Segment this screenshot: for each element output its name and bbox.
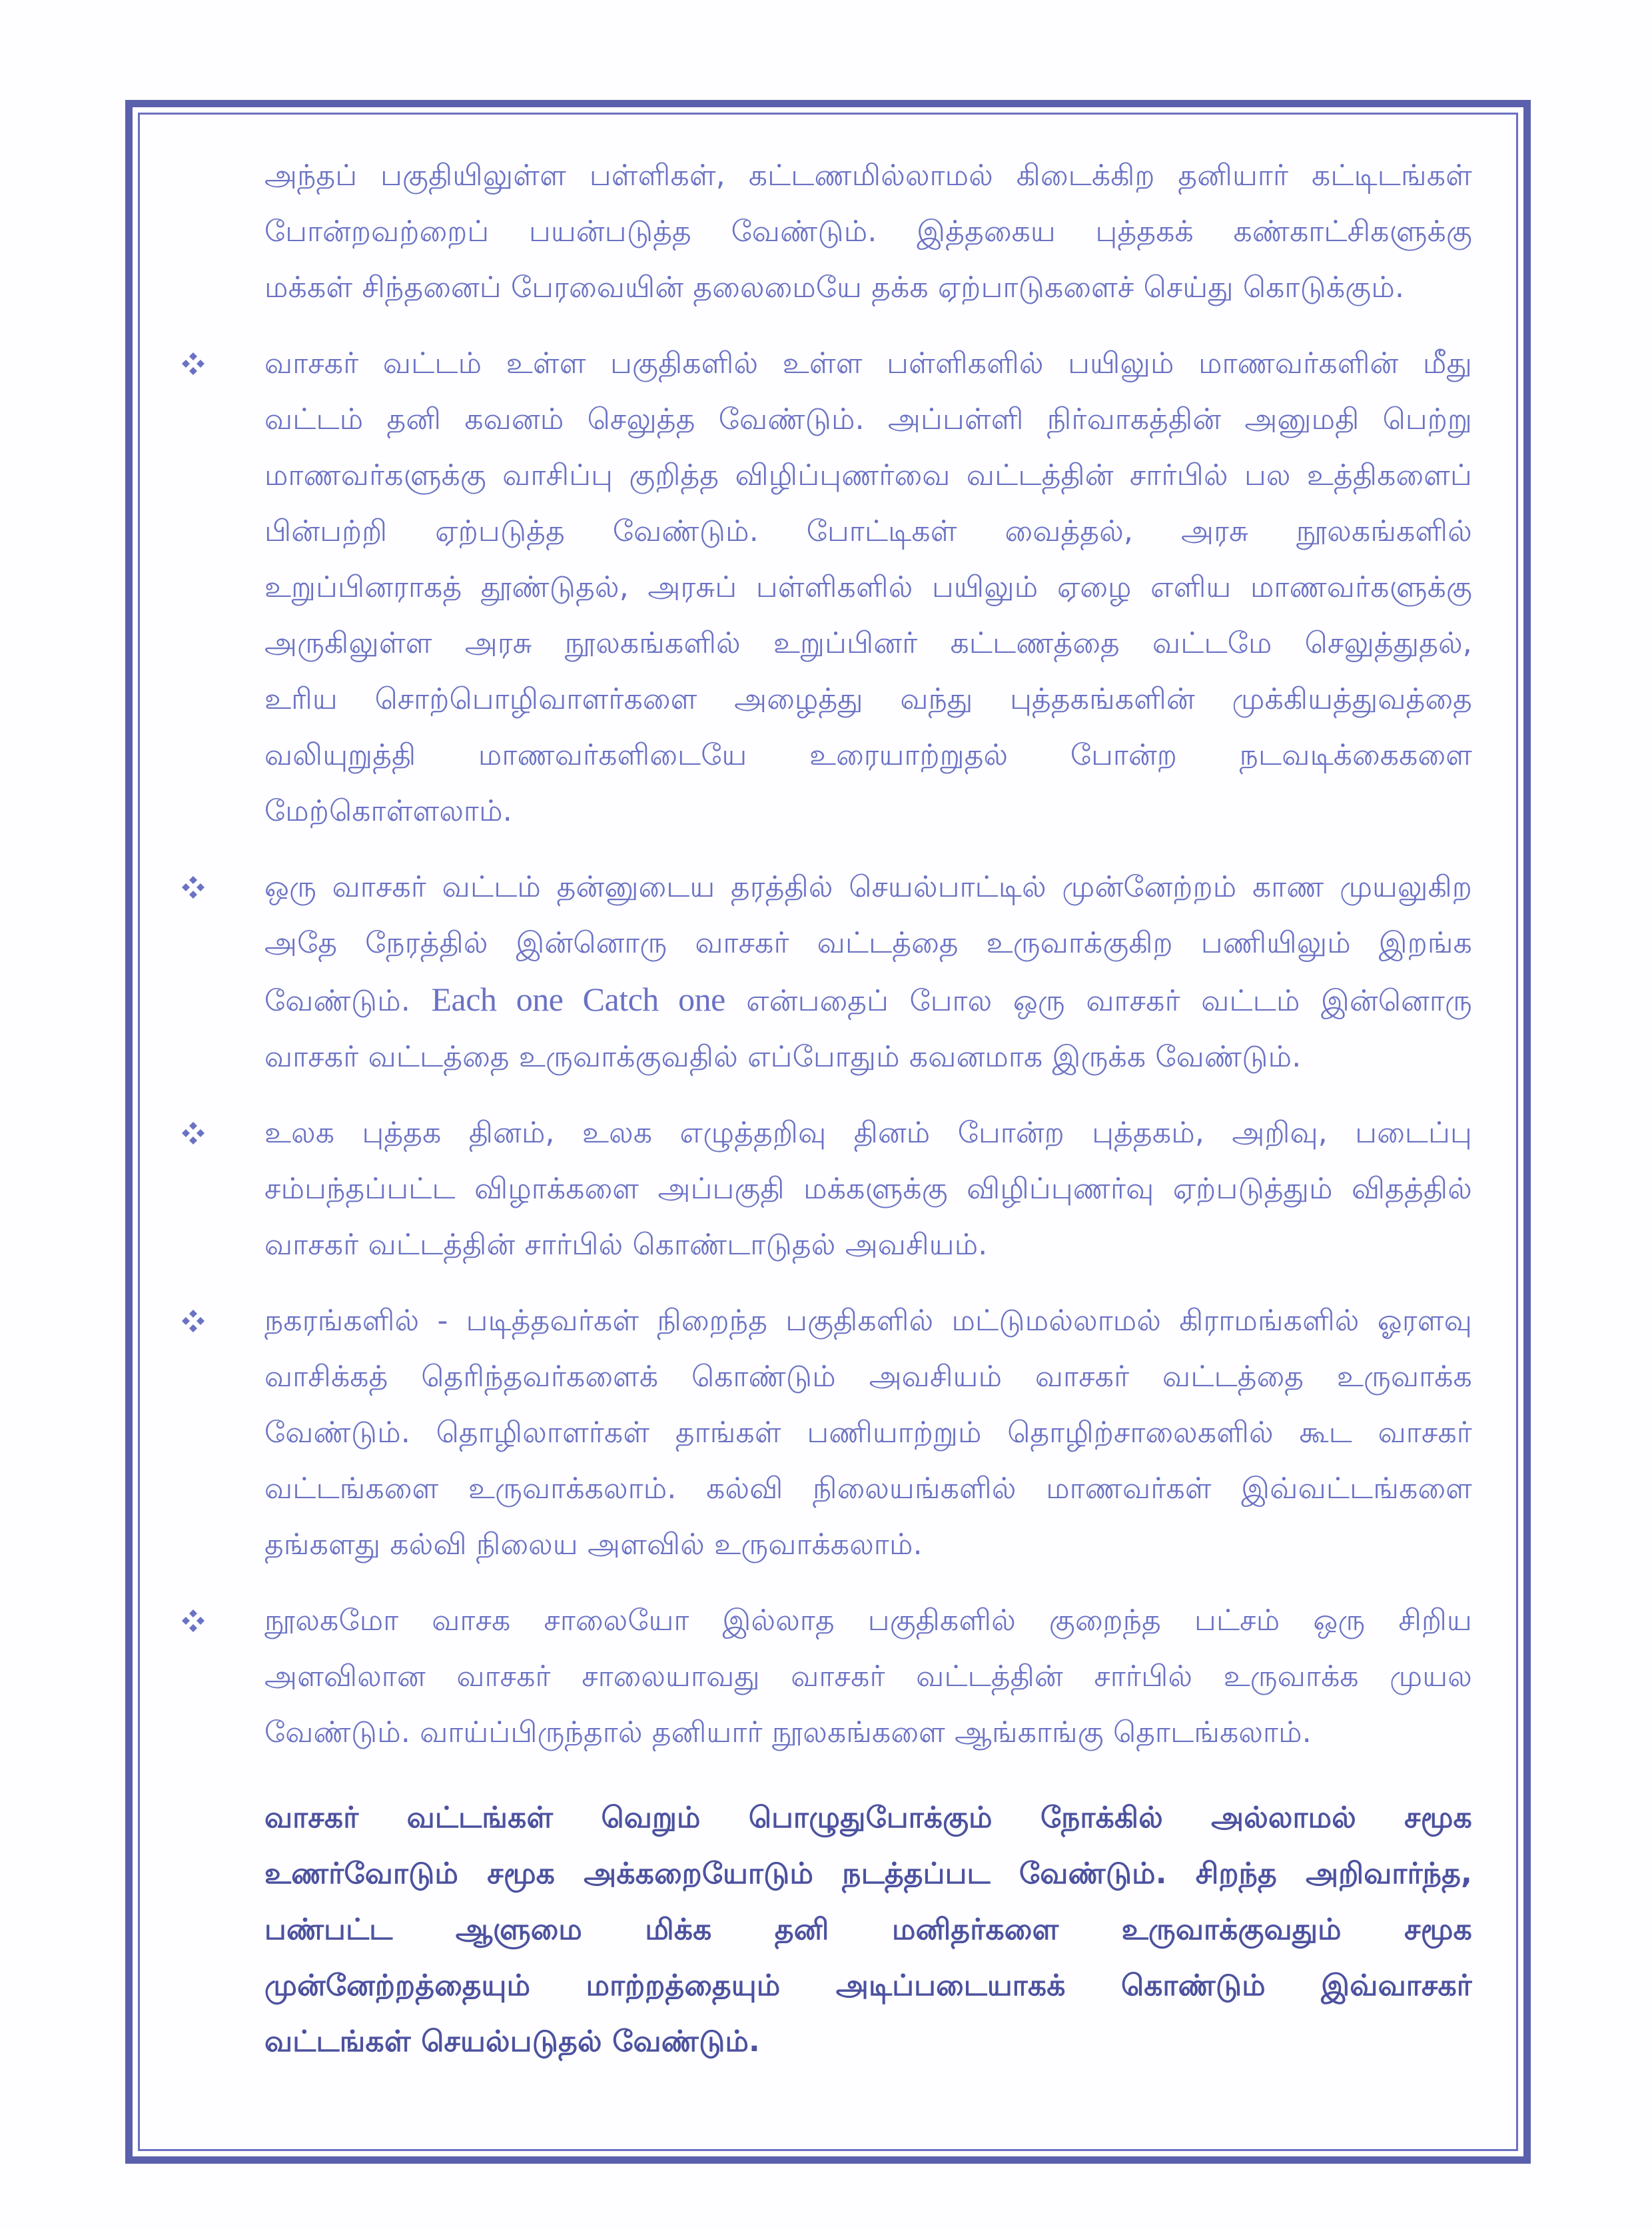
text-line: வட்டங்கள் செயல்படுதல் வேண்டும். bbox=[264, 2024, 760, 2058]
english-phrase: Each one Catch one bbox=[431, 981, 725, 1018]
text-line: மேற்கொள்ளலாம். bbox=[264, 794, 512, 828]
text-line: வேண்டும். தொழிலாளர்கள் தாங்கள் பணியாற்றும் தொழிற்சாலைகளில் கூட வாசகர் bbox=[264, 1416, 1472, 1450]
text-line: போன்றவற்றைப் பயன்படுத்த வேண்டும். இத்தகைய புத்தகக் கண்காட்சிகளுக்கு bbox=[264, 215, 1472, 248]
four-diamond-bullet-icon bbox=[180, 859, 206, 915]
text-line: தங்களது கல்வி நிலைய அளவில் உருவாக்கலாம். bbox=[264, 1528, 923, 1561]
text-line: பண்பட்ட ஆளுமை மிக்க தனி மனிதர்களை உருவாக்குவதும் சமூக bbox=[264, 1913, 1472, 1947]
text-line: வேண்டும். வாய்ப்பிருந்தால் தனியார் நூலகங்களை ஆங்காங்கு தொடங்கலாம். bbox=[264, 1715, 1312, 1749]
four-diamond-bullet-icon bbox=[180, 1593, 206, 1649]
text-line: அந்தப் பகுதியிலுள்ள பள்ளிகள், கட்டணமில்லாமல் கிடைக்கிற தனியார் கட்டிடங்கள் bbox=[264, 159, 1472, 193]
document-body bbox=[180, 148, 1472, 2090]
text-line: உலக புத்தக தினம், உலக எழுத்தறிவு தினம் போன்ற புத்தகம், அறிவு, படைப்பு bbox=[264, 1116, 1472, 1150]
text-line: ஒரு வாசகர் வட்டம் தன்னுடைய தரத்தில் செயல்பாட்டில் முன்னேற்றம் காண முயலுகிற bbox=[264, 870, 1472, 904]
text-line: பின்பற்றி ஏற்படுத்த வேண்டும். போட்டிகள் வைத்தல், அரசு நூலகங்களில் bbox=[264, 514, 1472, 548]
text-line: வாசகர் வட்டங்கள் வெறும் பொழுதுபோக்கும் நோக்கில் அல்லாமல் சமூக bbox=[264, 1801, 1472, 1835]
text-line: உறுப்பினராகத் தூண்டுதல், அரசுப் பள்ளிகளில் பயிலும் ஏழை எளிய மாணவர்களுக்கு bbox=[264, 570, 1472, 604]
text-line: அருகிலுள்ள அரசு நூலகங்களில் உறுப்பினர் கட்டணத்தை வட்டமே செலுத்துதல், bbox=[264, 626, 1472, 660]
text-line: உணர்வோடும் சமூக அக்கறையோடும் நடத்தப்பட வேண்டும். சிறந்த அறிவார்ந்த, bbox=[264, 1857, 1472, 1891]
four-diamond-bullet-icon bbox=[180, 1293, 206, 1349]
text-line: நகரங்களில் - படித்தவர்கள் நிறைந்த பகுதிகளில் மட்டுமல்லாமல் கிராமங்களில் ஓரளவு bbox=[264, 1304, 1472, 1338]
text-line: வாசகர் வட்டத்தின் சார்பில் கொண்டாடுதல் அவசியம். bbox=[264, 1228, 988, 1262]
text-line: வட்டம் தனி கவனம் செலுத்த வேண்டும். அப்பள்ளி நிர்வாகத்தின் அனுமதி பெற்று bbox=[264, 402, 1472, 436]
text-line: வட்டங்களை உருவாக்கலாம். கல்வி நிலையங்களில் மாணவர்கள் இவ்வட்டங்களை bbox=[264, 1472, 1472, 1506]
text-line: மக்கள் சிந்தனைப் பேரவையின் தலைமையே தக்க ஏற்பாடுகளைச் செய்து கொடுக்கும். bbox=[264, 270, 1405, 304]
text-segment: என்பதைப் போல ஒரு வாசகர் வட்டம் இன்னொரு bbox=[725, 984, 1472, 1018]
text-line bbox=[264, 971, 1472, 1029]
bullet-paragraph bbox=[180, 1293, 1472, 1573]
text-line: வாசகர் வட்டம் உள்ள பகுதிகளில் உள்ள பள்ளிகளில் பயிலும் மாணவர்களின் மீது bbox=[264, 346, 1472, 380]
text-line: வாசிக்கத் தெரிந்தவர்களைக் கொண்டும் அவசியம் வாசகர் வட்டத்தை உருவாக்க bbox=[264, 1360, 1472, 1394]
bullet-paragraph bbox=[180, 859, 1472, 1085]
text-line: அளவிலான வாசகர் சாலையாவது வாசகர் வட்டத்தின் சார்பில் உருவாக்க முயல bbox=[264, 1659, 1472, 1693]
bullet-paragraph bbox=[180, 1105, 1472, 1273]
paragraph bbox=[180, 148, 1472, 316]
text-line: உரிய சொற்பொழிவாளர்களை அழைத்து வந்து புத்தகங்களின் முக்கியத்துவத்தை bbox=[264, 682, 1472, 716]
closing-paragraph bbox=[180, 1790, 1472, 2070]
text-line: நூலகமோ வாசக சாலையோ இல்லாத பகுதிகளில் குறைந்த பட்சம் ஒரு சிறிய bbox=[264, 1603, 1472, 1637]
text-line: சம்பந்தப்பட்ட விழாக்களை அப்பகுதி மக்களுக்கு விழிப்புணர்வு ஏற்படுத்தும் விதத்தில் bbox=[264, 1172, 1472, 1206]
text-line: அதே நேரத்தில் இன்னொரு வாசகர் வட்டத்தை உருவாக்குகிற பணியிலும் இறங்க bbox=[264, 926, 1472, 960]
four-diamond-bullet-icon bbox=[180, 336, 206, 392]
four-diamond-bullet-icon bbox=[180, 1105, 206, 1161]
text-line: மாணவர்களுக்கு வாசிப்பு குறித்த விழிப்புணர்வை வட்டத்தின் சார்பில் பல உத்திகளைப் bbox=[264, 458, 1472, 492]
text-segment: வேண்டும். bbox=[264, 984, 432, 1018]
text-line: வாசகர் வட்டத்தை உருவாக்குவதில் எப்போதும் கவனமாக இருக்க வேண்டும். bbox=[264, 1040, 1302, 1074]
bullet-paragraph bbox=[180, 1593, 1472, 1761]
bullet-paragraph bbox=[180, 336, 1472, 839]
text-line: வலியுறுத்தி மாணவர்களிடையே உரையாற்றுதல் போன்ற நடவடிக்கைகளை bbox=[264, 738, 1472, 772]
text-line: முன்னேற்றத்தையும் மாற்றத்தையும் அடிப்படையாகக் கொண்டும் இவ்வாசகர் bbox=[264, 1969, 1472, 2003]
